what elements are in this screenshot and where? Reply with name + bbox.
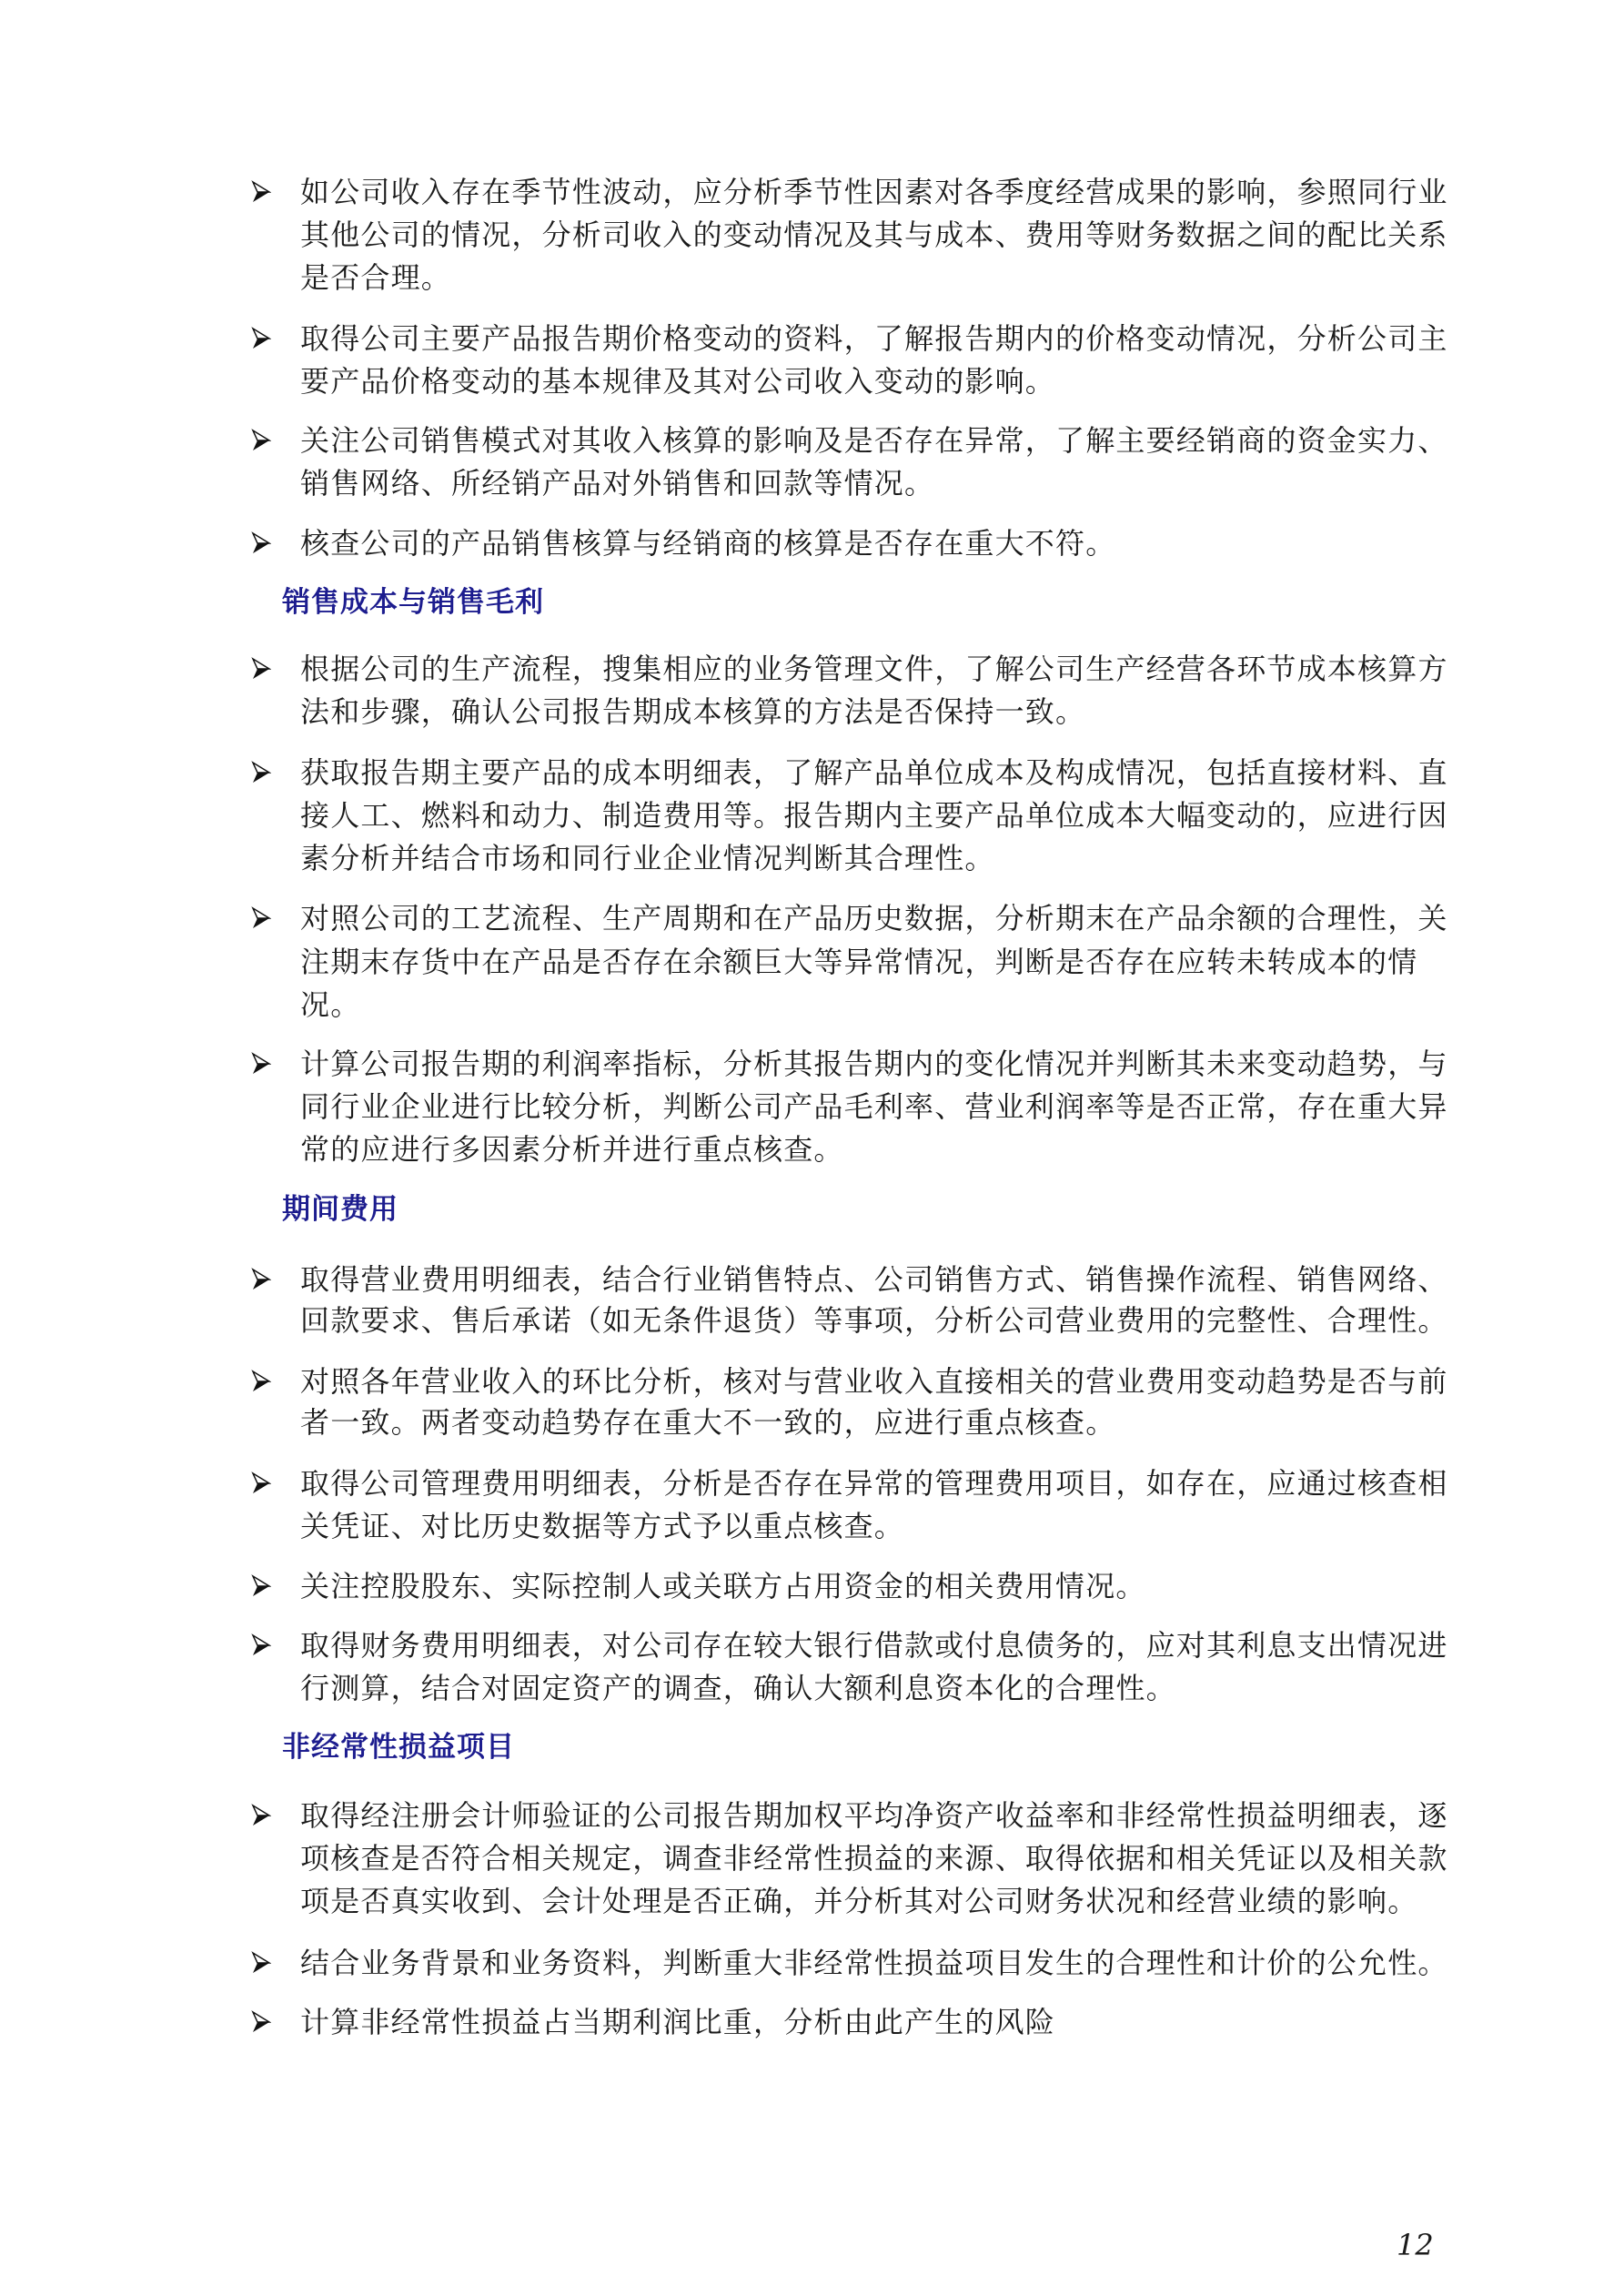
arrow-bullet-icon bbox=[251, 657, 271, 681]
bullet-text-line: 注期末存货中在产品是否存在余额巨大等异常情况，判断是否存在应转未转成本的情 bbox=[300, 945, 1418, 979]
arrow-bullet-icon bbox=[251, 1370, 271, 1393]
arrow-bullet-icon bbox=[251, 906, 271, 930]
arrow-bullet-icon bbox=[251, 1574, 271, 1598]
bullet-text-line: 项是否真实收到、会计处理是否正确，并分析其对公司财务状况和经营业绩的影响。 bbox=[300, 1884, 1418, 1918]
bullet-text-line: 结合业务背景和业务资料，判断重大非经常性损益项目发生的合理性和计价的公允性。 bbox=[300, 1946, 1448, 1980]
section-heading: 非经常性损益项目 bbox=[282, 1731, 515, 1764]
bullet-text-line: 常的应进行多因素分析并进行重点核查。 bbox=[300, 1132, 844, 1167]
page-number: 12 bbox=[1397, 2228, 1434, 2262]
arrow-bullet-icon bbox=[251, 531, 271, 555]
arrow-bullet-icon bbox=[251, 180, 271, 204]
bullet-text-line: 项核查是否符合相关规定，调查非经常性损益的来源、取得依据和相关凭证以及相关款 bbox=[300, 1841, 1448, 1876]
bullet-text-line: 取得营业费用明细表，结合行业销售特点、公司销售方式、销售操作流程、销售网络、 bbox=[300, 1262, 1448, 1297]
arrow-bullet-icon bbox=[251, 761, 271, 784]
bullet-text-line: 如公司收入存在季节性波动，应分析季节性因素对各季度经营成果的影响，参照同行业 bbox=[300, 175, 1448, 209]
bullet-text-line: 况。 bbox=[300, 987, 361, 1022]
arrow-bullet-icon bbox=[251, 1268, 271, 1291]
bullet-text-line: 是否合理。 bbox=[300, 260, 452, 295]
section-heading: 销售成本与销售毛利 bbox=[282, 586, 544, 619]
bullet-text-line: 其他公司的情况，分析司收入的变动情况及其与成本、费用等财务数据之间的配比关系 bbox=[300, 217, 1448, 252]
bullet-text-line: 取得公司管理费用明细表，分析是否存在异常的管理费用项目，如存在，应通过核查相 bbox=[300, 1466, 1448, 1501]
bullet-text-line: 回款要求、售后承诺（如无条件退货）等事项，分析公司营业费用的完整性、合理性。 bbox=[300, 1303, 1448, 1338]
bullet-text-line: 取得财务费用明细表，对公司存在较大银行借款或付息债务的，应对其利息支出情况进 bbox=[300, 1628, 1448, 1663]
bullet-text-line: 行测算，结合对固定资产的调查，确认大额利息资本化的合理性。 bbox=[300, 1671, 1176, 1705]
bullet-text-line: 获取报告期主要产品的成本明细表，了解产品单位成本及构成情况，包括直接材料、直 bbox=[300, 755, 1448, 790]
bullet-text-line: 要产品价格变动的基本规律及其对公司收入变动的影响。 bbox=[300, 364, 1056, 399]
bullet-text-line: 关注控股股东、实际控制人或关联方占用资金的相关费用情况。 bbox=[300, 1569, 1146, 1603]
arrow-bullet-icon bbox=[251, 2010, 271, 2034]
section-heading: 期间费用 bbox=[282, 1193, 398, 1226]
bullet-text-line: 同行业企业进行比较分析，判断公司产品毛利率、营业利润率等是否正常，存在重大异 bbox=[300, 1089, 1448, 1124]
arrow-bullet-icon bbox=[251, 1951, 271, 1975]
bullet-text-line: 对照各年营业收入的环比分析，核对与营业收入直接相关的营业费用变动趋势是否与前 bbox=[300, 1364, 1448, 1399]
bullet-text-line: 取得经注册会计师验证的公司报告期加权平均净资产收益率和非经常性损益明细表，逐 bbox=[300, 1798, 1448, 1833]
arrow-bullet-icon bbox=[251, 1052, 271, 1076]
bullet-text-line: 素分析并结合市场和同行业企业情况判断其合理性。 bbox=[300, 841, 995, 875]
arrow-bullet-icon bbox=[251, 1633, 271, 1657]
bullet-text-line: 计算非经常性损益占当期利润比重，分析由此产生的风险 bbox=[300, 2005, 1056, 2039]
bullet-text-line: 对照公司的工艺流程、生产周期和在产品历史数据，分析期末在产品余额的合理性，关 bbox=[300, 901, 1448, 936]
bullet-text-line: 关凭证、对比历史数据等方式予以重点核查。 bbox=[300, 1509, 905, 1543]
bullet-text-line: 关注公司销售模式对其收入核算的影响及是否存在异常，了解主要经销商的资金实力、 bbox=[300, 423, 1448, 458]
bullet-text-line: 取得公司主要产品报告期价格变动的资料，了解报告期内的价格变动情况，分析公司主 bbox=[300, 321, 1448, 356]
bullet-text-line: 销售网络、所经销产品对外销售和回款等情况。 bbox=[300, 466, 935, 501]
arrow-bullet-icon bbox=[251, 327, 271, 350]
arrow-bullet-icon bbox=[251, 1472, 271, 1495]
bullet-text-line: 接人工、燃料和动力、制造费用等。报告期内主要产品单位成本大幅变动的，应进行因 bbox=[300, 798, 1448, 833]
bullet-text-line: 法和步骤，确认公司报告期成本核算的方法是否保持一致。 bbox=[300, 694, 1086, 729]
bullet-text-line: 根据公司的生产流程，搜集相应的业务管理文件，了解公司生产经营各环节成本核算方 bbox=[300, 652, 1448, 686]
arrow-bullet-icon bbox=[251, 429, 271, 452]
bullet-text-line: 核查公司的产品销售核算与经销商的核算是否存在重大不符。 bbox=[300, 526, 1116, 561]
bullet-text-line: 计算公司报告期的利润率指标，分析其报告期内的变化情况并判断其未来变动趋势，与 bbox=[300, 1047, 1448, 1081]
bullet-text-line: 者一致。两者变动趋势存在重大不一致的，应进行重点核查。 bbox=[300, 1405, 1116, 1440]
arrow-bullet-icon bbox=[251, 1804, 271, 1827]
